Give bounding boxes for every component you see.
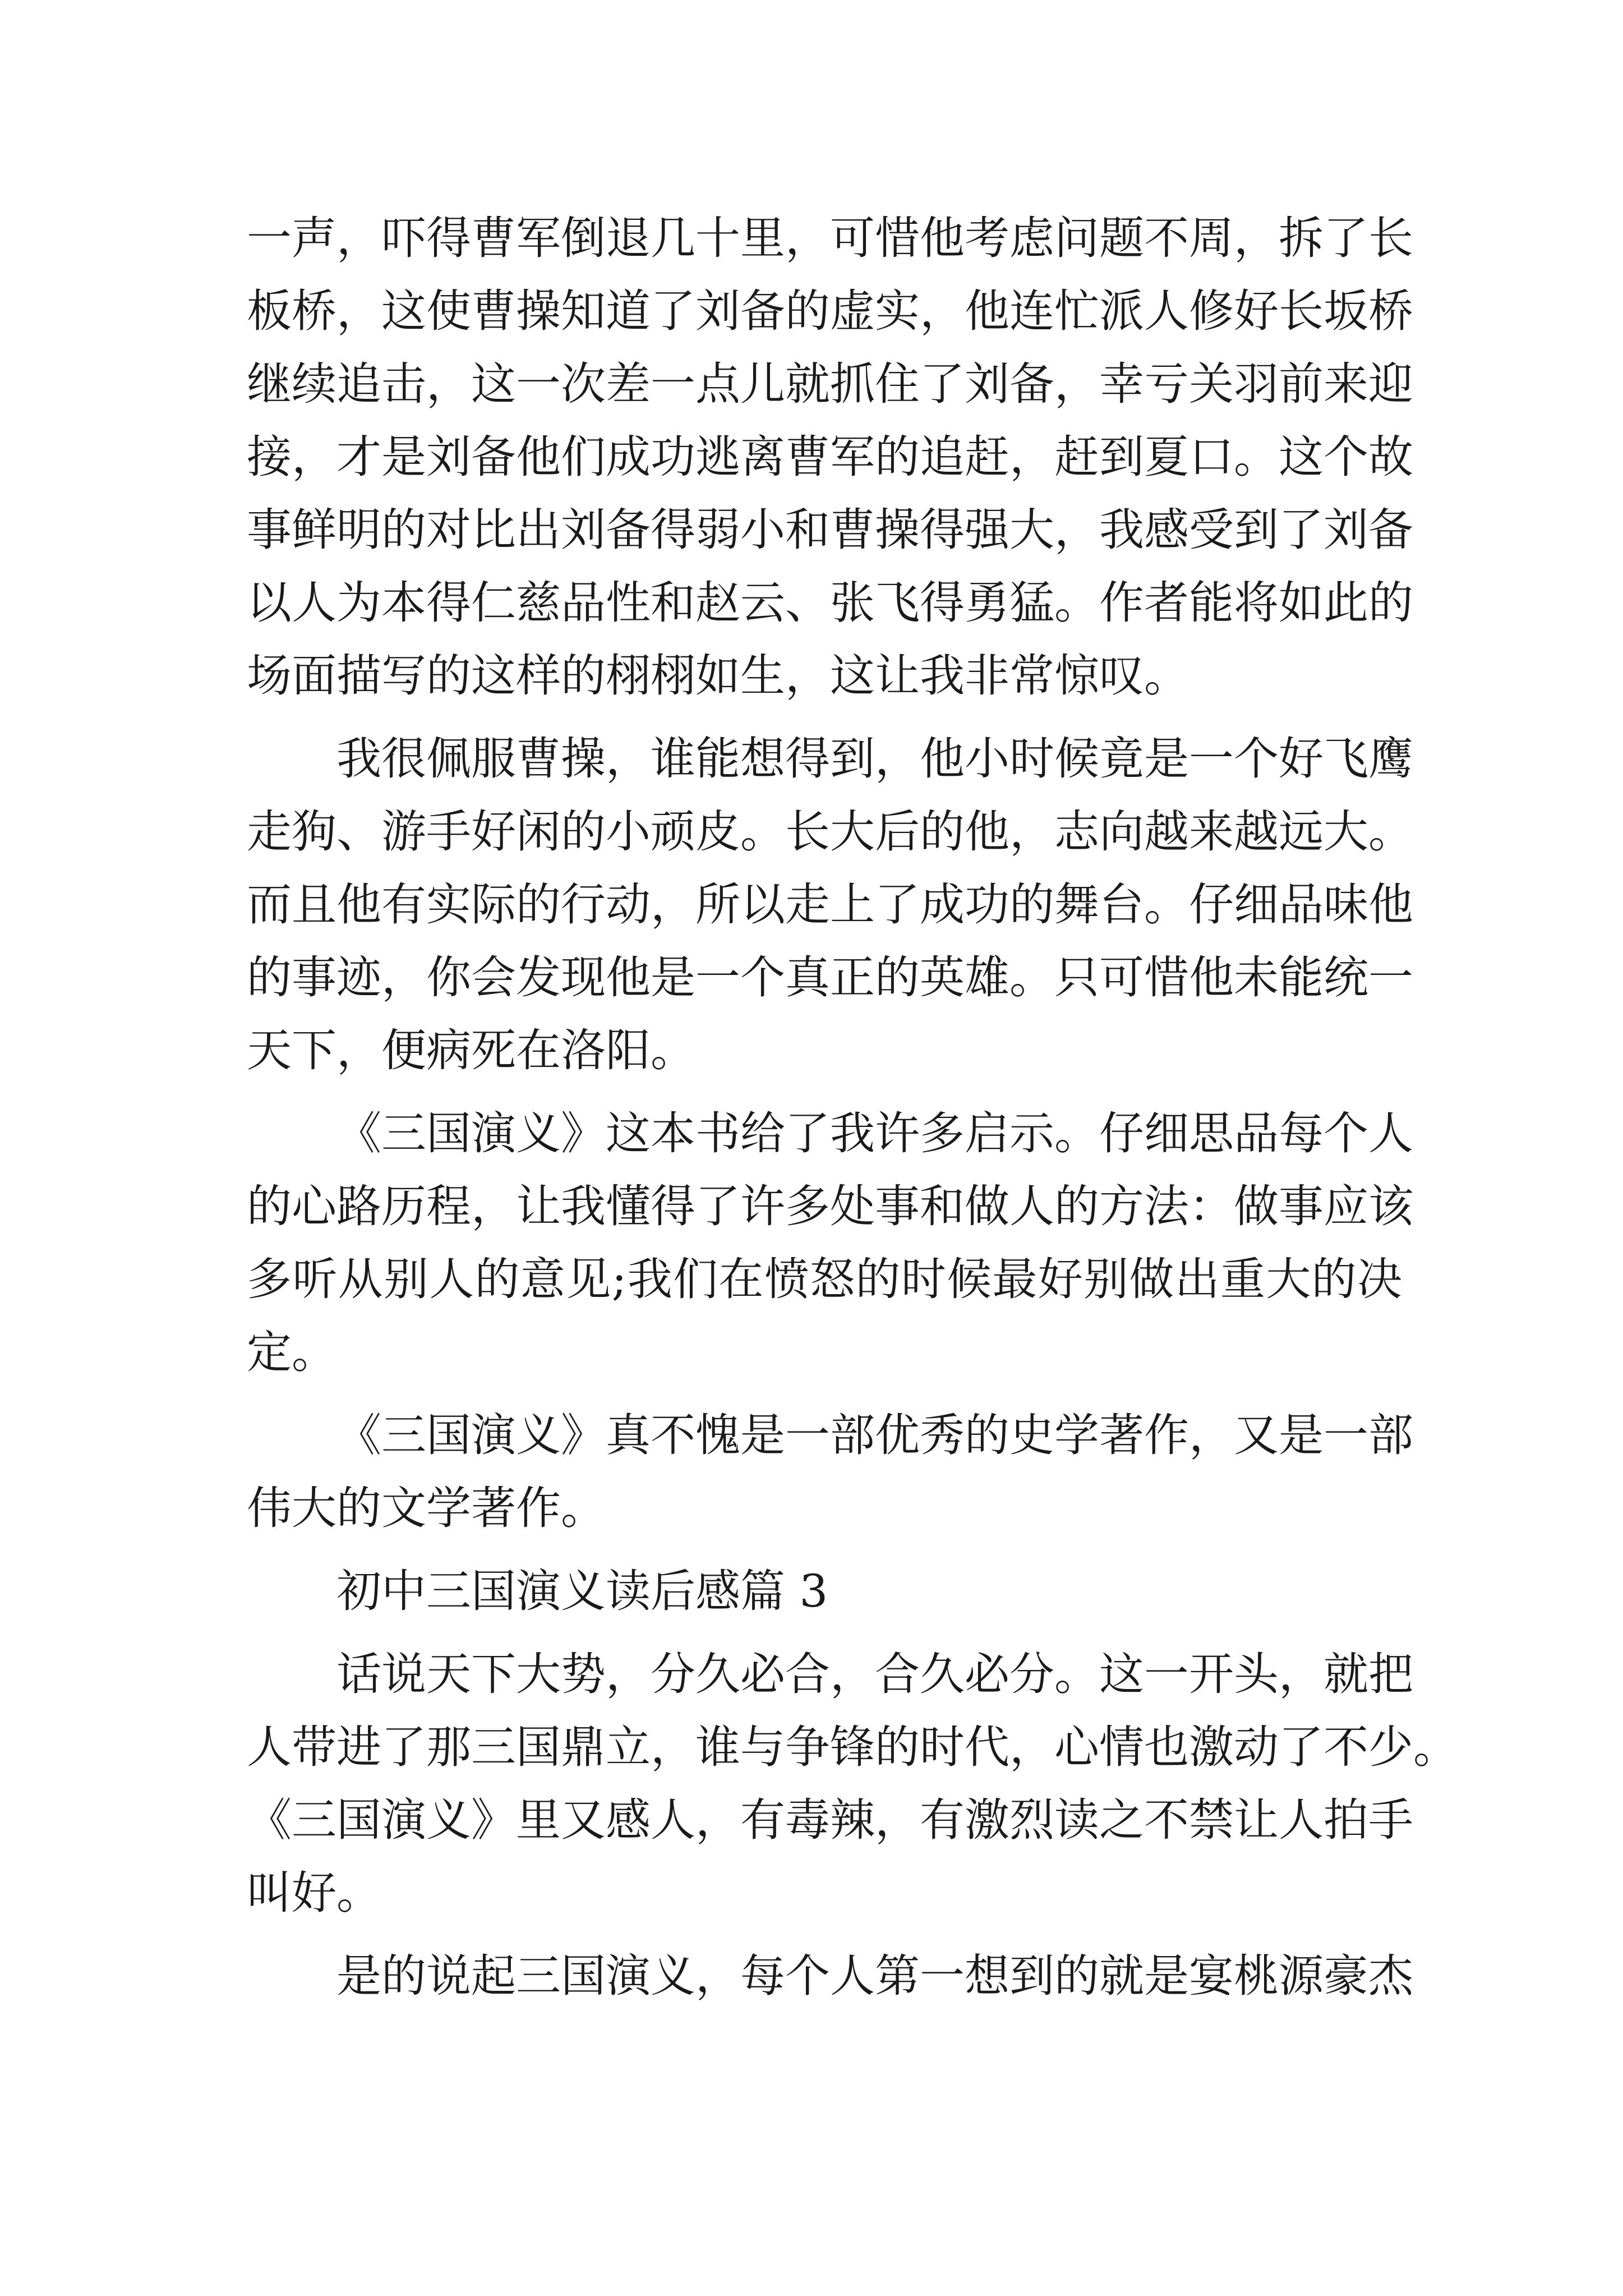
text-line: 事鲜明的对比出刘备得弱小和曹操得强大，我感受到了刘备 xyxy=(247,504,1413,556)
paragraph-1 xyxy=(247,202,1413,712)
text-line: 人带进了那三国鼎立，谁与争锋的时代，心情也激动了不少。 xyxy=(247,1721,1458,1773)
text-line: 话说天下大势，分久必合，合久必分。这一开头，就把 xyxy=(336,1648,1413,1700)
text-line: 的事迹，你会发现他是一个真正的英雄。只可惜他未能统一 xyxy=(247,951,1413,1004)
text-line: 以人为本得仁慈品性和赵云、张飞得勇猛。作者能将如此的 xyxy=(247,577,1413,629)
text-line: 接，才是刘备他们成功逃离曹军的追赶，赶到夏口。这个故 xyxy=(247,431,1413,483)
text-line: 继续追击，这一次差一点儿就抓住了刘备，幸亏关羽前来迎 xyxy=(247,358,1413,410)
text-line: 《三国演义》这本书给了我许多启示。仔细思品每个人 xyxy=(336,1107,1413,1159)
text-line: 走狗、游手好闲的小顽皮。长大后的他，志向越来越远大。 xyxy=(247,806,1413,858)
text-line: 定。 xyxy=(247,1326,336,1378)
paragraph-6 xyxy=(247,1940,1413,2013)
section-heading: 初中三国演义读后感篇 3 xyxy=(336,1565,828,1617)
paragraph-2 xyxy=(247,723,1413,1087)
text-line: 的心路历程，让我懂得了许多处事和做人的方法：做事应该 xyxy=(247,1180,1413,1232)
text-line: 板桥，这使曹操知道了刘备的虚实，他连忙派人修好长坂桥 xyxy=(247,285,1413,337)
text-line: 多听从别人的意见;我们在愤怒的时候最好别做出重大的决 xyxy=(247,1253,1402,1305)
text-line: 天下，便病死在洛阳。 xyxy=(247,1024,695,1076)
text-line: 《三国演义》真不愧是一部优秀的史学著作，又是一部 xyxy=(336,1409,1413,1461)
paragraph-4 xyxy=(247,1399,1413,1545)
paragraph-5 xyxy=(247,1638,1458,1930)
text-line: 《三国演义》里又感人，有毒辣，有激烈读之不禁让人拍手 xyxy=(247,1794,1413,1846)
text-line: 是的说起三国演义，每个人第一想到的就是宴桃源豪杰 xyxy=(336,1950,1413,2002)
text-line: 伟大的文学著作。 xyxy=(247,1482,606,1534)
text-line: 我很佩服曹操，谁能想得到，他小时候竟是一个好飞鹰 xyxy=(336,733,1413,785)
text-line: 而且他有实际的行动，所以走上了成功的舞台。仔细品味他 xyxy=(247,878,1413,931)
paragraph-3 xyxy=(247,1097,1413,1389)
text-line: 一声，吓得曹军倒退几十里，可惜他考虑问题不周，拆了长 xyxy=(247,212,1413,264)
document-body xyxy=(247,202,1458,2023)
text-line: 叫好。 xyxy=(247,1867,381,1919)
text-line: 场面描写的这样的栩栩如生，这让我非常惊叹。 xyxy=(247,650,1189,702)
